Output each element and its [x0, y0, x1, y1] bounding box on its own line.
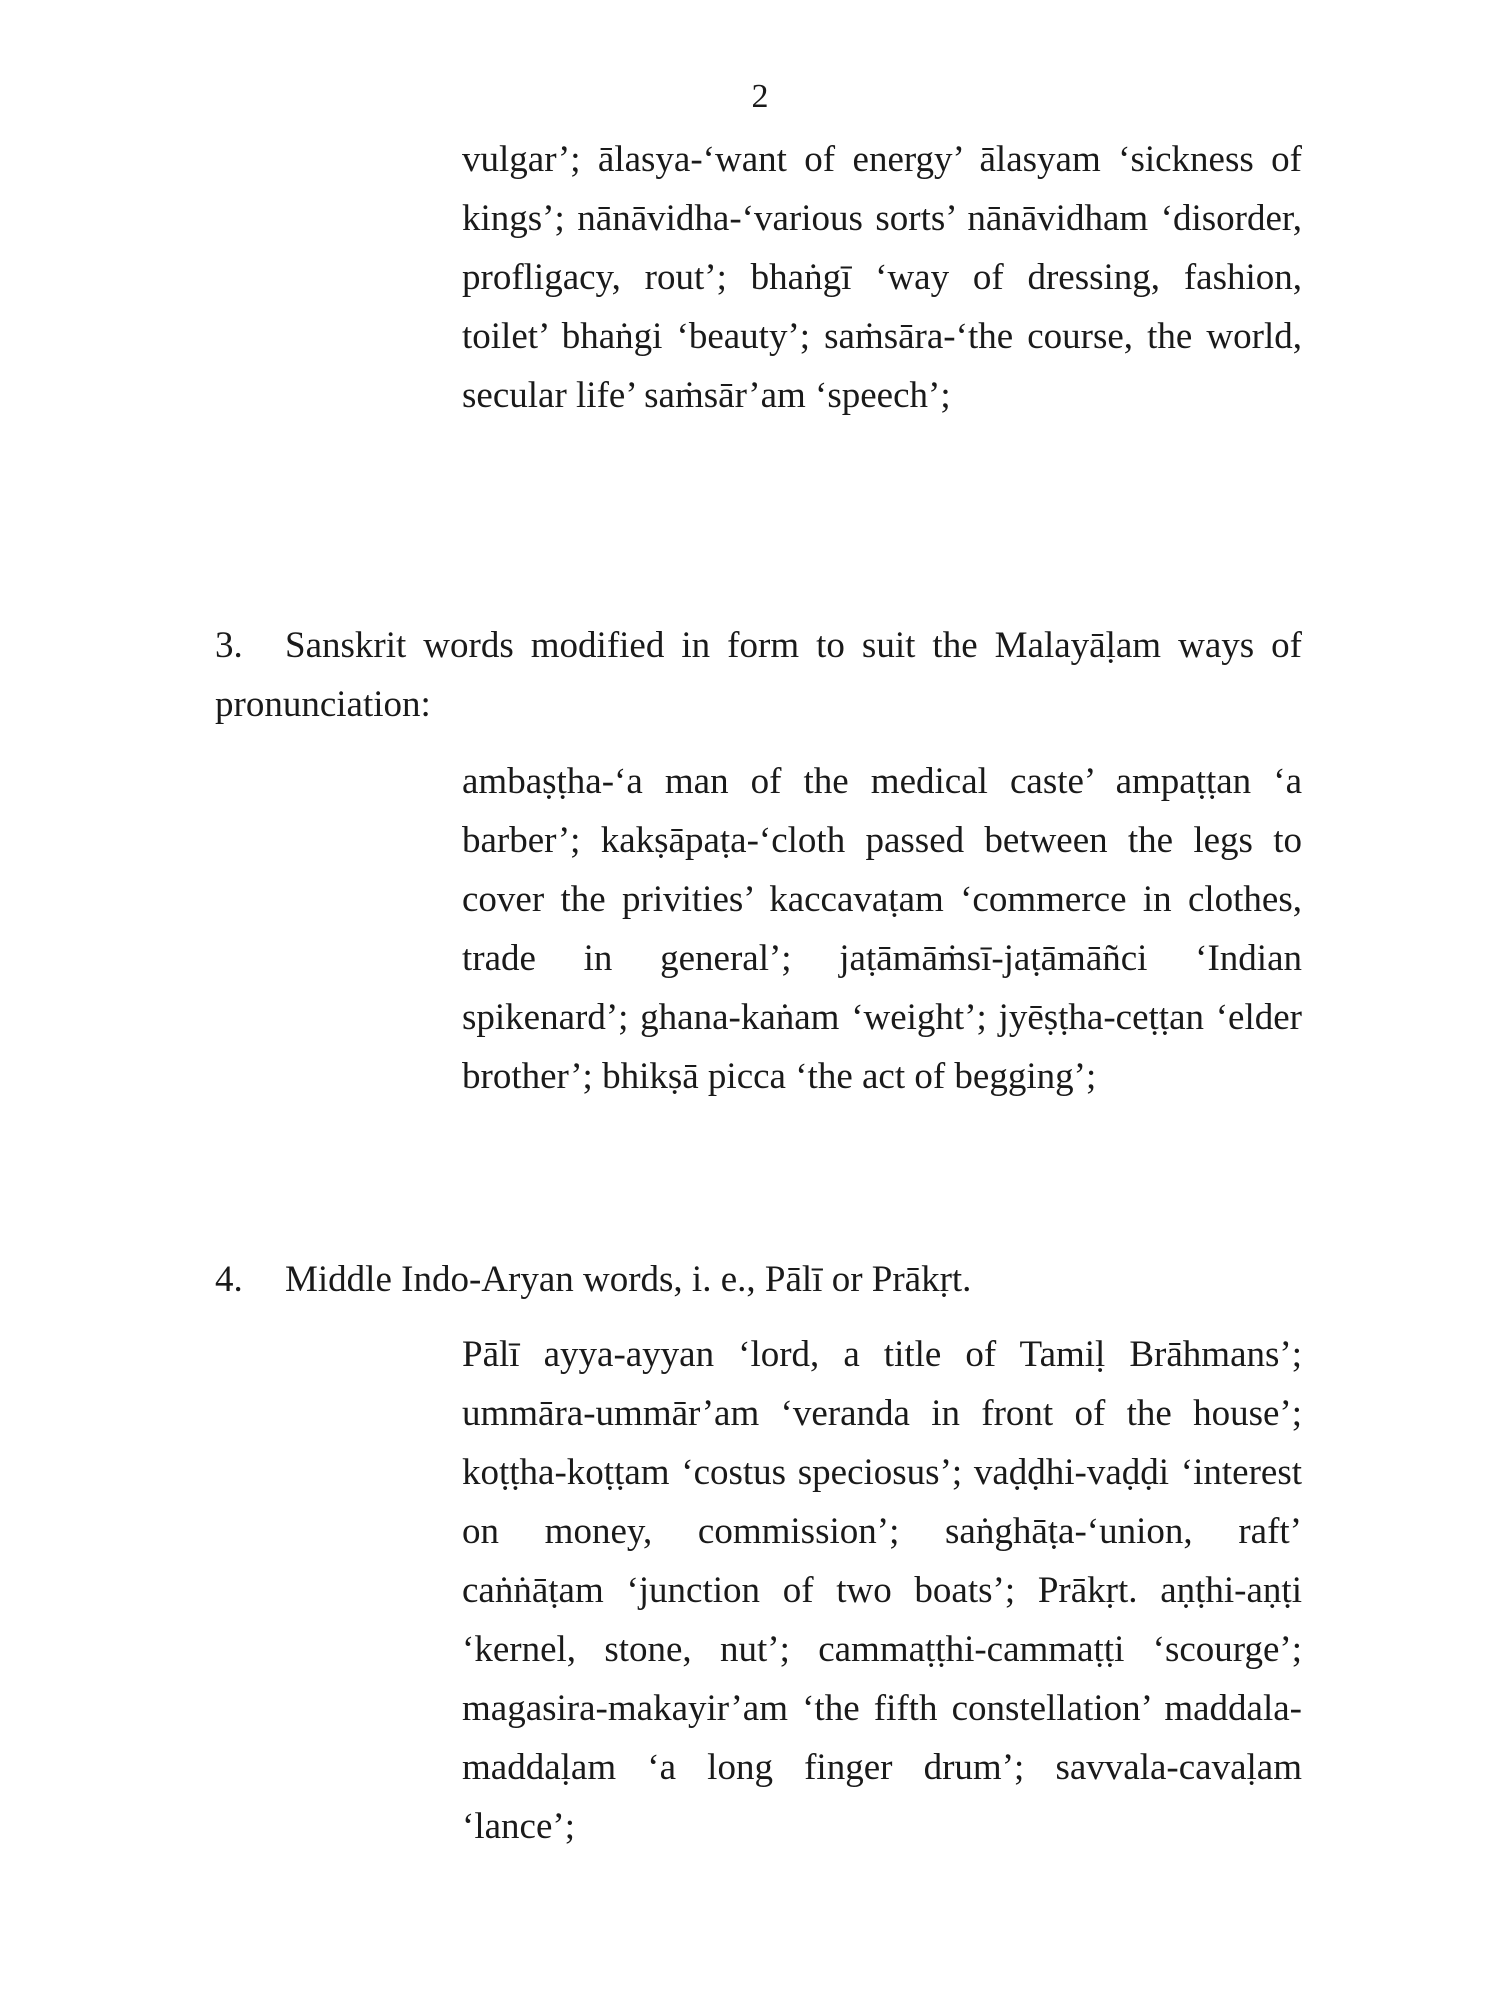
section-3-heading — [215, 616, 1302, 734]
section-heading-text — [215, 616, 1302, 734]
paragraph-text: ambaṣṭha-‘a man of the medical caste’ ampaṭṭan ‘a barber’; kakṣāpaṭa-‘cloth passed between the legs to cover the privities’ kaccavaṭam ‘commerce in clothes, trade in general’; jaṭāmāṁsī-jaṭāmāñci ‘Indian spikenard’; ghana-kaṅam ‘weight’; jyēṣṭha-ceṭṭan ‘elder brother’; bhikṣā picca ‘the act of begging’; — [462, 761, 1302, 1097]
section-title: Middle Indo-Aryan words, i. e., Pālī or Prākṛt. — [285, 1259, 972, 1300]
section-title: Sanskrit words modified in form to suit the Malayāḷam ways of pronunciation: — [215, 625, 1302, 725]
paragraph-text: vulgar’; ālasya-‘want of energy’ ālasyam ‘sickness of kings’; nānāvidha-‘various sorts’ nānāvidham ‘disorder, profligacy, rout’; bhaṅgī ‘way of dressing, fashion, toilet’ bhaṅgi ‘beauty’; saṁsāra-‘the course, the world, secular life’ saṁsār’am ‘speech’; — [462, 139, 1302, 416]
section-3-body — [462, 752, 1302, 1106]
page-number: 2 — [751, 78, 769, 115]
section-4-body — [462, 1325, 1302, 1856]
paragraph-continuation — [462, 130, 1302, 425]
section-number: 3. — [215, 625, 243, 666]
section-4-heading — [215, 1250, 1302, 1309]
paragraph-text: Pālī ayya-ayyan ‘lord, a title of Tamiḷ Brāhmans’; ummāra-ummār’am ‘veranda in front of the house’; koṭṭha-koṭṭam ‘costus speciosus’; vaḍḍhi-vaḍḍi ‘interest on money, commission’; saṅghāṭa-‘union, raft’ caṅṅāṭam ‘junction of two boats’; Prākṛt. aṇṭhi-aṇṭi ‘kernel, stone, nut’; cammaṭṭhi-cammaṭṭi ‘scourge’; magasira-makayir’am ‘the fifth constellation’ maddala-maddaḷam ‘a long finger drum’; savvala-cavaḷam ‘lance’; — [462, 1334, 1302, 1847]
section-heading-text — [215, 1250, 1302, 1309]
section-number: 4. — [215, 1259, 243, 1300]
